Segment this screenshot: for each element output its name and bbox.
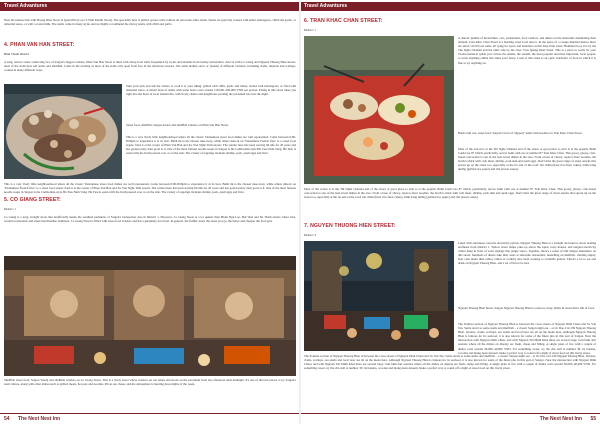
shellfish-photo (4, 84, 122, 179)
right-page (300, 0, 600, 424)
article-paragraph: The liveliest section of Nguyen Thuong Hien is between the cross streets of Nguyen Dinh Chieu and Vo Van Tan. Settle down to some snails and shellfish – a classic Saigon night out – at Oc Dao 212-239 Nguyen Thuong Hien. Oysters, clams, scallops, sea snails and local beer are all on the menu here. Although Nguyen Thuong Hien is famous for its seafood, it is also known for some of the finest pho in this part of Saigon. Near the intersection with Nguyen Dinh Chieu, and with Nguyen Thi Minh Khai there are several large 'com binh dan' eateries where all the dishes on display are fresh, cheap and filling. A single plate of rice with a couple of dishes costs around 30,000–40,000 VND. For something sweet, try the chè stall at number 30: its banana, coconut and mung-bean desserts make a perfect way to round off a night of street food on this lively street. (458, 322, 596, 355)
magazine-title: The Next Nest Inn (539, 416, 582, 422)
article-paragraph: Lined with enormous concrete electricity pylons, Nguyen Thuong Hien is a straight and narrow street leading northeast from District 1. Yellow street lamps poke up above the squat, boxy houses, and tangled electricity cables hang in front of worn signage that jangle views. Together, there's a sense of Old Saigon abundance on this street: hundreds of diners take their seats at sidewalk restaurants, munching on shellfish, chatting amply, beer cans under their tables, tables of scrubby and clean cooking to scramble guitars. There's a lot to eat and drink on Nguyen Thuong Hien, and a lot of fun to be had. (458, 241, 596, 266)
district-label: District 3 (304, 233, 316, 237)
photo-caption: Street food, shellfish, Saigon Avatar and shellfish vendors on Phan Van Han Street. (126, 123, 229, 127)
article-paragraph: Co Giang is a long, straight street that unofficially marks the southern perimeter of Saigon's backpacker area in District 1. However, Co Giang Street is a lot quieter than Pham Ngu Lao, Bui Vien and De Tham streets where bars, western restaurants and street merchandise dominate. Co Giang Street is filled with street food vendors and has a genuinely local feel. In general, the further down the street you go, the better and cheaper the food gets. (4, 215, 296, 224)
article-paragraph: Shellfish street food, Saigon Young and shellfish vendors on Co Giang Street. This is a lively street where vendors set out tables and stools on the pavement from late afternoon until midnight. It's one of the best places to try Saigon's snail culture, along with other dishes such as grilled meats, hot pots and noodles. Prices are cheap, and the atmosphere is buzzing most nights of the week. (4, 378, 296, 387)
street-vendor-photo (4, 256, 296, 376)
section-heading-nguyen-thuong-hien: 7. NGUYEN THUONG HIEN STREET: (304, 223, 396, 229)
shellfish-image (4, 84, 122, 179)
street-food-photo (304, 36, 454, 184)
photo-caption: Nguyen Thuong Hien Street, Saigon Nguyen Thuong Hien is a narrow, busy, dimly lit street that's full of food. (458, 306, 595, 310)
photo-caption: Banh canh cua, street food, Saigon's bowl of 'slippery' banh canh noodles on Tran Khac Chan Street. (458, 131, 583, 135)
article-paragraph: Most of the action is at the Thi Nghe Channel end of the street. A good place to start is at the popular Banh Canh Cua 87 which, predictably, serves banh canh cua at number 87 Tran Khac Chan. This gooey, glossy, crab-based concoction is one of the best-loved dishes in the area. From a base of chewy, tapioca-flour noodles, the broth is thick with crab meat, shrimp, pork skin and quail eggs. Don't miss the great range of street snacks that sprout up on the street too, especially at the far end of the road: bột chiên (fried rice-flour cakes), bánh tráng nướng (grilled rice paper) and chè (sweet soups). (458, 147, 596, 172)
article-paragraph: The liveliest section of Nguyen Thuong Hien is between the cross streets of Nguyen Dinh Chieu and Vo Van Tan. Settle down to some snails and shellfish – a classic Saigon night out – at Oc Dao 212-239 Nguyen Thuong Hien. Oysters, clams, scallops, sea snails and local beer are all on the menu here. Although Nguyen Thuong Hien is famous for its seafood, it is also known for some of the finest pho in this part of Saigon. Near the intersection with Nguyen Dinh Chieu, and with Nguyen Thi Minh Khai there are several large 'com binh dan' eateries where all the dishes on display are fresh, cheap and filling. A single plate of rice with a couple of dishes costs around 30,000–40,000 VND. For something sweet, try the chè stall at number 30: its banana, coconut and mung-bean desserts make a perfect way to round off a night of street food on this lively street. (304, 354, 596, 371)
section-tag: Travel Advantures (304, 3, 348, 9)
night-street-image (304, 241, 454, 351)
section-heading-tran-khac-chan: 6. TRAN KHAC CHAN STREET: (304, 18, 383, 24)
night-street-photo (304, 241, 454, 351)
section-heading-phan-van-han: 4. PHAN VAN HAN STREET: (4, 42, 75, 48)
footer-rule (0, 413, 300, 414)
page-gutter (299, 0, 301, 424)
footer-rule (300, 413, 600, 414)
magazine-title: The Next Nest Inn (18, 416, 61, 422)
article-paragraph: This is a very lively little neighbourhood where all the classic Vietnamese street food dishes are well represented. Come between 6:00-8:00pm to experience it at its best. Bánh mì is the chosen take-away, while others dine-in on 'Vietnamese French fries' to a street food staple: fried it at the corner of Phan Van Han and Xo Viet Nghe Tinh streets. The vendor here has been serving hủ tiếu for 20 years and has gotten pretty darn good at it. One of the most famous noodle soups in Saigon is the Cambodian-style Hu Tieu Nam Vang. Hu Tieu is eaten with the broth poured over or on the side. The variety of toppings includes shrimp, pork, quail eggs and liver. (126, 135, 296, 156)
section-heading-co-giang: 5. CO GIANG STREET: (4, 197, 61, 203)
article-paragraph: Take your pick and ask the vendor to cook it to your liking: grilled with chilli, garlic and butter, boiled with lemongrass, or fried with tamarind sauce. A mixed feast of snails with some beers costs around 150,000–200,000 VND per person. Eating in this street takes you right into the heart of local student life, with lively chatter and neighbours packing the pavement late into the night. (126, 84, 296, 97)
article-paragraph: Most of the action is at the Thi Nghe Channel end of the street. A good place to start is at the popular Banh Canh Cua 87 which, predictably, serves banh canh cua at number 87 Tran Khac Chan. This gooey, glossy, crab-based concoction is one of the best-loved dishes in the area. From a base of chewy, tapioca-flour noodles, the broth is thick with crab meat, shrimp, pork skin and quail eggs. Don't miss the great range of street snacks that sprout up on the street too, especially at the far end of the road: bột chiên (fried rice-flour cakes), bánh tráng nướng (grilled rice paper) and chè (sweet soups). (304, 187, 596, 200)
district-label: District 1 (4, 207, 16, 211)
district-label: District 1 (304, 28, 316, 32)
article-paragraph: This is a very lively little neighbourhood where all the classic Vietnamese street food dishes are well represented. Come between 6:00-8:00pm to experience it at its best. Bánh mì is the chosen take-away, while others dine-in on 'Vietnamese French fries' to a street food staple: fried it at the corner of Phan Van Han and Xo Viet Nghe Tinh streets. The vendor here has been serving hủ tiếu for 20 years and has gotten pretty darn good at it. One of the most famous noodle soups in Saigon is the Cambodian-style Hu Tieu Nam Vang. Hu Tieu is eaten with the broth poured over or on the side. The variety of toppings includes shrimp, pork, quail eggs and liver. (4, 182, 296, 195)
section-tag: Travel Advantures (4, 3, 48, 9)
street-food-image (304, 36, 454, 184)
page-number: 54 (4, 416, 10, 422)
district-label: Binh Thanh District (4, 52, 30, 56)
street-vendor-image (4, 256, 296, 376)
page-number: 55 (590, 416, 596, 422)
article-paragraph: A long, narrow street connecting two of Saigon's biggest arteries, Phan Van Han Street is lined with cheap food stalls frequented by locals and students from nearby universities. And as with Co Giang and Nguyen Thuong Hien streets, most of the stalls here sell snails and shellfish. Come in the evening as most of the stalls only open from five in the afternoon onward. The stalls mainly serve oc (snails) of different varieties, including clams, mussels and scallops, cooked in many different ways. (4, 60, 296, 73)
intro-paragraph: Near the intersection with Hoang Dieu Street in Quan Bốn (Cau 13 Vinh Khanh Street). The speciality here is grilled oysters with scallion oil and some other snails. Snails are typically cooked with either lemongrass, chilli and garlic, or tamarind sauce, or with coconut milk. The snails come in many styles and we highly recommend the chewy snails with chilli and garlic. (4, 18, 296, 27)
article-paragraph: A chaotic jumble of motorbikes, cars, pedestrians, food vendors, and diners on the sidewalks dominating their domain, Tran Khac Chan Street is a bustling street food mecca. In the space of a couple hundred metres there are about 10-50 food stalls, all vying for space and attention on this busy little street. Hemmed in as it is by the The Ngha Channel and the other side by the river. Tran Quang Khai Street. This is a place to really let your 'foodie-instincts' guide you: follow the smells, the sounds, the most popular and most important, local people, to work anything edible that takes your fancy. Look of this street is an open 'wardrobe' of food in which it is fine to try anything on. (458, 36, 596, 65)
